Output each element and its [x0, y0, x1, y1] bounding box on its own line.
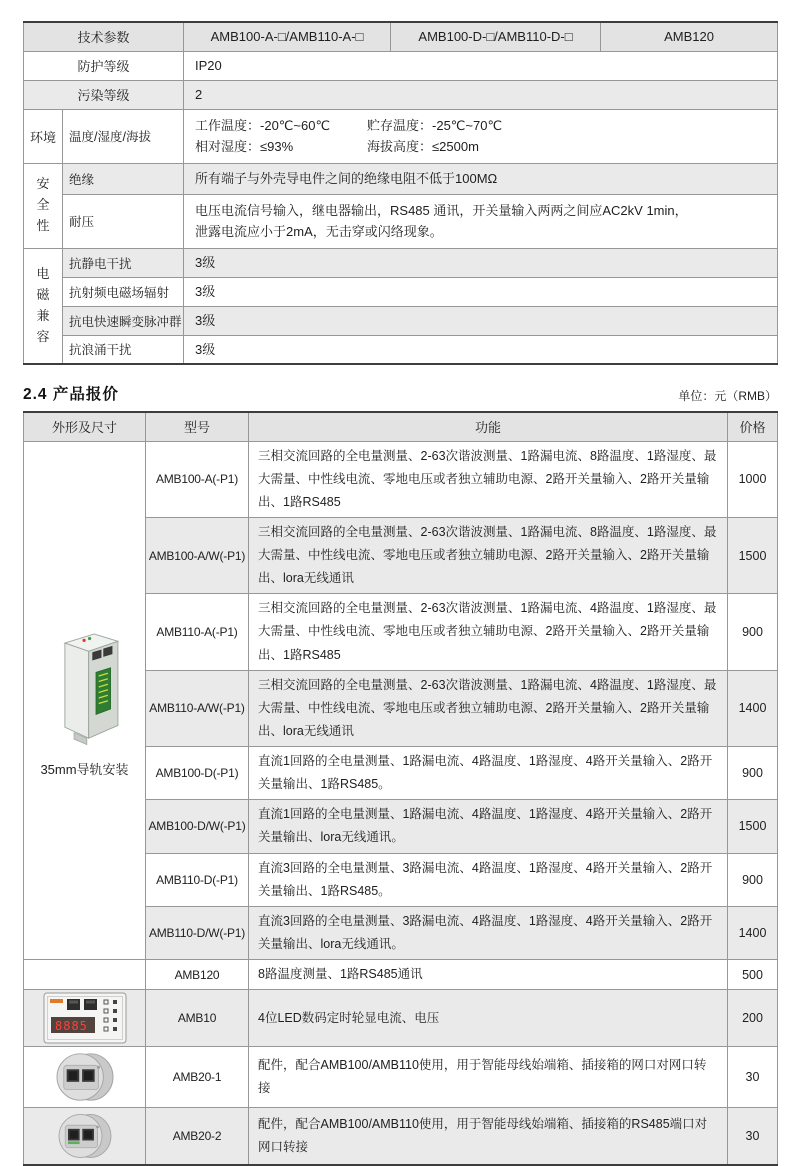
- model-cell: AMB100-D(-P1): [146, 747, 249, 800]
- function-cell: 三相交流回路的全电量测量、2-63次谐波测量、1路漏电流、4路温度、1路湿度、最大需量、中性线电流、零地电压或者独立辅助电源、2路开关量输入、2路开关量输出、1路RS485: [249, 594, 728, 670]
- model-cell: AMB120: [146, 960, 249, 990]
- spec-category-emc: [24, 248, 63, 364]
- product-image-cell-din-rail: [24, 441, 146, 960]
- unit-note: 单位：元（RMB）: [678, 389, 777, 403]
- product-image-cell-amb10: [24, 990, 146, 1047]
- spec-value-esd: 3级: [184, 248, 778, 277]
- spec-category-safety: [24, 163, 63, 248]
- function-cell: 4位LED数码定时轮显电流、电压: [249, 990, 728, 1047]
- model-cell: AMB110-A(-P1): [146, 594, 249, 670]
- env-line-temperature: [195, 115, 769, 136]
- function-cell: 直流1回路的全电量测量、1路漏电流、4路温度、1路湿度、4路开关量输入、2路开关量输出、lora无线通讯。: [249, 800, 728, 853]
- price-row-amb20-2: [24, 1108, 778, 1166]
- spec-value-rf: 3级: [184, 277, 778, 306]
- spec-category-environment: 环境: [24, 109, 63, 163]
- spec-value-pollution: 2: [184, 80, 778, 109]
- product-price-table: [23, 411, 778, 1166]
- spec-row-surge: [24, 335, 778, 364]
- spec-value-environment: [184, 109, 778, 163]
- price-cell: 500: [728, 960, 778, 990]
- led-panel-meter-image: [43, 992, 127, 1044]
- withstand-line2: 泄露电流应小于2mA，无击穿或闪络现象。: [195, 224, 443, 239]
- spec-row-withstand: [24, 194, 778, 248]
- spec-label-insulation: 绝缘: [63, 163, 184, 194]
- price-cell: 30: [728, 1108, 778, 1166]
- price-row-amb10: [24, 990, 778, 1047]
- function-cell: 直流3回路的全电量测量、3路漏电流、4路温度、1路湿度、4路开关量输入、2路开关量输出、1路RS485。: [249, 853, 728, 906]
- spec-value-eft: 3级: [184, 306, 778, 335]
- env-altitude: 海拔高度：≤2500m: [367, 139, 479, 154]
- price-row-amb100a: [24, 441, 778, 517]
- price-cell: 1000: [728, 441, 778, 517]
- spec-label-surge: 抗浪涌干扰: [63, 335, 184, 364]
- shape-cell-empty: [24, 960, 146, 990]
- price-header-func: 功能: [249, 412, 728, 441]
- price-cell: 1500: [728, 800, 778, 853]
- price-cell: 200: [728, 990, 778, 1047]
- price-cell: 900: [728, 853, 778, 906]
- function-cell: 三相交流回路的全电量测量、2-63次谐波测量、1路漏电流、8路温度、1路湿度、最大需量、中性线电流、零地电压或者独立辅助电源、2路开关量输入、2路开关量输出、lora无线通讯: [249, 517, 728, 593]
- model-cell: AMB110-D/W(-P1): [146, 906, 249, 959]
- safety-category-label: 安全性: [36, 176, 50, 233]
- function-cell: 三相交流回路的全电量测量、2-63次谐波测量、1路漏电流、8路温度、1路湿度、最大需量、中性线电流、零地电压或者独立辅助电源、2路开关量输入、2路开关量输出、1路RS485: [249, 441, 728, 517]
- spec-label-withstand: 耐压: [63, 194, 184, 248]
- spec-row-ip: [24, 51, 778, 80]
- spec-row-pollution: [24, 80, 778, 109]
- function-cell: 配件，配合AMB100/AMB110使用，用于智能母线始端箱、插接箱的RS485端口对网口转接: [249, 1108, 728, 1166]
- price-row-amb20-1: [24, 1047, 778, 1108]
- price-cell: 1400: [728, 670, 778, 746]
- spec-row-esd: [24, 248, 778, 277]
- price-cell: 900: [728, 747, 778, 800]
- price-cell: 1400: [728, 906, 778, 959]
- model-cell: AMB10: [146, 990, 249, 1047]
- price-cell: 1500: [728, 517, 778, 593]
- spec-header-param-label: 技术参数: [24, 22, 184, 51]
- technical-parameters-table: [23, 21, 778, 365]
- model-cell: AMB110-D(-P1): [146, 853, 249, 906]
- spec-label-pollution: 污染等级: [24, 80, 184, 109]
- spec-value-surge: 3级: [184, 335, 778, 364]
- svg-text:8885: 8885: [54, 1019, 88, 1034]
- model-cell: AMB20-2: [146, 1108, 249, 1166]
- spec-value-withstand: [184, 194, 778, 248]
- din-rail-meter-image: [40, 623, 130, 751]
- price-row-amb120: [24, 960, 778, 990]
- spec-value-insulation: 所有端子与外壳导电件之间的绝缘电阻不低于100MΩ: [184, 163, 778, 194]
- spec-label-rf: 抗射频电磁场辐射: [63, 277, 184, 306]
- model-cell: AMB100-A(-P1): [146, 441, 249, 517]
- function-cell: 直流1回路的全电量测量、1路漏电流、4路温度、1路湿度、4路开关量输入、2路开关量输出、1路RS485。: [249, 747, 728, 800]
- env-work-temp: 工作温度：-20℃~60℃: [195, 117, 331, 133]
- price-cell: 30: [728, 1047, 778, 1108]
- round-adapter-image: [54, 1049, 116, 1105]
- spec-header-model-a: AMB100-A-□/AMB110-A-□: [184, 22, 391, 51]
- spec-value-ip: IP20: [184, 51, 778, 80]
- spec-row-insulation: [24, 163, 778, 194]
- model-cell: AMB100-A/W(-P1): [146, 517, 249, 593]
- spec-row-environment: [24, 109, 778, 163]
- model-cell: AMB110-A/W(-P1): [146, 670, 249, 746]
- emc-category-label: 电磁兼容: [36, 266, 50, 344]
- spec-label-ip: 防护等级: [24, 51, 184, 80]
- price-header-model: 型号: [146, 412, 249, 441]
- price-header-shape: 外形及尺寸: [24, 412, 146, 441]
- product-image-cell-amb20-2: [24, 1108, 146, 1166]
- env-storage-temp: 贮存温度：-25℃~70℃: [367, 117, 503, 133]
- function-cell: 配件，配合AMB100/AMB110使用，用于智能母线始端箱、插接箱的网口对网口转接: [249, 1047, 728, 1108]
- round-adapter-rs485-image: [56, 1110, 114, 1162]
- spec-row-eft: [24, 306, 778, 335]
- model-cell: AMB20-1: [146, 1047, 249, 1108]
- spec-label-environment: 温度/湿度/海拔: [63, 109, 184, 163]
- model-cell: AMB100-D/W(-P1): [146, 800, 249, 853]
- price-header-row: [24, 412, 778, 441]
- section-heading-bar: [23, 382, 777, 404]
- section-title: 2.4 产品报价: [23, 386, 119, 403]
- spec-label-eft: 抗电快速瞬变脉冲群: [63, 306, 184, 335]
- spec-header-row: [24, 22, 778, 51]
- spec-row-rf: [24, 277, 778, 306]
- withstand-line1: 电压电流信号输入，继电器输出，RS485 通讯，开关量输入两两之间应AC2kV 1min，: [195, 202, 688, 218]
- function-cell: 8路温度测量、1路RS485通讯: [249, 960, 728, 990]
- spec-label-esd: 抗静电干扰: [63, 248, 184, 277]
- env-line-humidity: [195, 136, 769, 157]
- env-humidity: 相对湿度：≤93%: [195, 139, 294, 154]
- mount-type-label: 35mm导轨安装: [40, 761, 129, 777]
- spec-header-amb120: AMB120: [601, 22, 778, 51]
- function-cell: 直流3回路的全电量测量、3路漏电流、4路温度、1路湿度、4路开关量输入、2路开关量输出、lora无线通讯。: [249, 906, 728, 959]
- price-cell: 900: [728, 594, 778, 670]
- product-image-cell-amb20-1: [24, 1047, 146, 1108]
- price-header-price: 价格: [728, 412, 778, 441]
- function-cell: 三相交流回路的全电量测量、2-63次谐波测量、1路漏电流、4路温度、1路湿度、最大需量、中性线电流、零地电压或者独立辅助电源、2路开关量输入、2路开关量输出、lora无线通讯: [249, 670, 728, 746]
- spec-header-model-d: AMB100-D-□/AMB110-D-□: [391, 22, 601, 51]
